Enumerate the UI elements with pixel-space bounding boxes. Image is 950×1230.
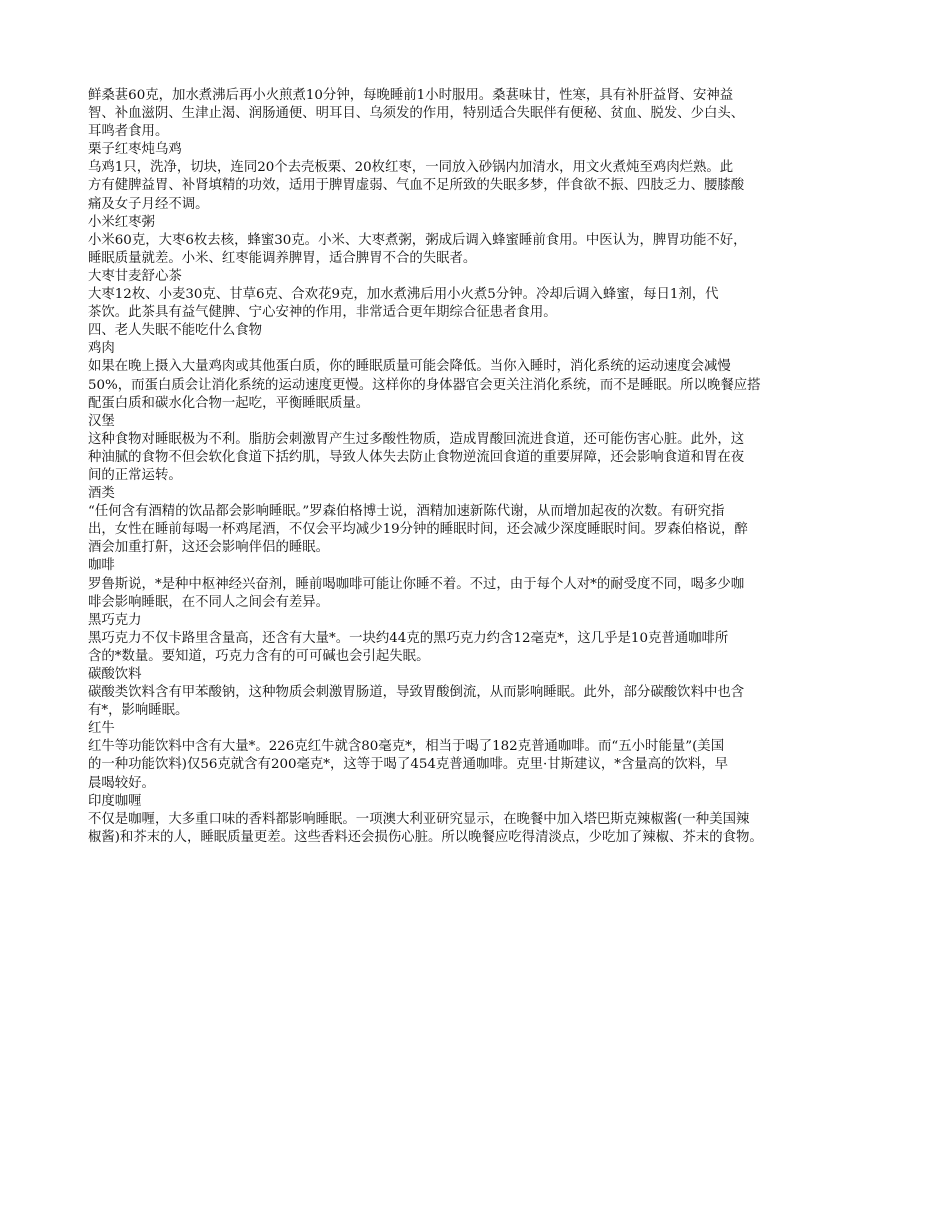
text-line: 碳酸类饮料含有甲苯酸钠，这种物质会刺激胃肠道，导致胃酸倒流，从而影响睡眠。此外，部分碳酸饮料中也含 xyxy=(88,685,745,701)
section-heading: 黑巧克力 xyxy=(88,612,142,628)
text-line: 啡会影响睡眠，在不同人之间会有差异。 xyxy=(88,594,330,610)
section-heading: 红牛 xyxy=(88,721,115,737)
text-line: 红牛等功能饮料中含有大量*。226克红牛就含80毫克*，相当于喝了182克普通咖啡。而“五小时能量”(美国 xyxy=(88,739,725,755)
text-line: 智、补血滋阴、生津止渴、润肠通便、明耳目、乌须发的作用，特别适合失眠伴有便秘、贫血、脱发、少白头、 xyxy=(88,106,745,122)
section-heading: 汉堡 xyxy=(88,413,115,429)
text-line: 的一种功能饮料)仅56克就含有200毫克*，这等于喝了454克普通咖啡。克里·甘斯建议，*含量高的饮料，早 xyxy=(88,757,729,773)
section-heading: 大枣甘麦舒心茶 xyxy=(88,268,182,284)
text-line: 椒酱)和芥末的人，睡眠质量更差。这些香料还会损伤心脏。所以晚餐应吃得清淡点，少吃加了辣椒、芥末的食物。 xyxy=(88,829,763,845)
text-line: 有*，影响睡眠。 xyxy=(88,703,189,719)
text-line: 小米60克，大枣6枚去核，蜂蜜30克。小米、大枣煮粥，粥成后调入蜂蜜睡前食用。中医认为，脾胃功能不好， xyxy=(88,232,747,248)
text-line: 大枣12枚、小麦30克、甘草6克、合欢花9克，加水煮沸后用小火煮5分钟。冷却后调入蜂蜜，每日1剂，代 xyxy=(88,287,719,303)
text-line: 罗鲁斯说，*是种中枢神经兴奋剂，睡前喝咖啡可能让你睡不着。不过，由于每个人对*的耐受度不同，喝多少咖 xyxy=(88,576,745,592)
text-line: 黑巧克力不仅卡路里含量高，还含有大量*。一块约44克的黑巧克力约含12毫克*，这几乎是10克普通咖啡所 xyxy=(88,630,729,646)
text-line: 这种食物对睡眠极为不利。脂肪会刺激胃产生过多酸性物质，造成胃酸回流进食道，还可能伤害心脏。此外，这 xyxy=(88,431,745,447)
text-line: 痛及女子月经不调。 xyxy=(88,196,209,212)
document-page xyxy=(88,87,870,847)
text-line: 间的正常运转。 xyxy=(88,467,182,483)
text-line: 耳鸣者食用。 xyxy=(88,124,169,140)
text-line: 出，女性在睡前每喝一杯鸡尾酒，不仅会平均减少19分钟的睡眠时间，还会减少深度睡眠时间。罗森伯格说，醉 xyxy=(88,522,748,538)
text-line: 晨喝较好。 xyxy=(88,775,155,791)
text-line: 如果在晚上摄入大量鸡肉或其他蛋白质，你的睡眠质量可能会降低。当你入睡时，消化系统的运动速度会减慢 xyxy=(88,359,731,375)
section-heading: 碳酸饮料 xyxy=(88,667,142,682)
text-line: 50%，而蛋白质会让消化系统的运动速度更慢。这样你的身体器官会更关注消化系统，而不是睡眠。所以晚餐应搭 xyxy=(88,377,761,393)
text-line: 酒会加重打鼾，这还会影响伴侣的睡眠。 xyxy=(88,540,330,556)
text-line: 睡眠质量就差。小米、红枣能调养脾胃，适合脾胃不合的失眠者。 xyxy=(88,250,477,266)
text-line: 不仅是咖喱，大多重口味的香料都影响睡眠。一项澳大利亚研究显示，在晚餐中加入塔巴斯克辣椒酱(一种美国辣 xyxy=(88,811,750,827)
section-heading: 鸡肉 xyxy=(88,341,115,357)
text-line: 鲜桑葚60克，加水煮沸后再小火煎煮10分钟，每晚睡前1小时服用。桑葚味甘，性寒，具有补肝益肾、安神益 xyxy=(88,88,734,103)
section-heading: 咖啡 xyxy=(88,558,115,574)
text-line: 乌鸡1只，洗净，切块，连同20个去壳板栗、20枚红枣，一同放入砂锅内加清水，用文火煮炖至鸡肉烂熟。此 xyxy=(88,160,734,176)
section-heading: 小米红枣粥 xyxy=(88,214,155,230)
text-line: 茶饮。此茶具有益气健脾、宁心安神的作用，非常适合更年期综合征患者食用。 xyxy=(88,305,557,321)
section-heading: 酒类 xyxy=(88,486,115,502)
text-line: 种油腻的食物不但会软化食道下括约肌，导致人体失去防止食物逆流回食道的重要屏障，还会影响食道和胃在夜 xyxy=(88,449,745,465)
text-line: 配蛋白质和碳水化合物一起吃，平衡睡眠质量。 xyxy=(88,395,370,411)
text-line: “任何含有酒精的饮品都会影响睡眠。”罗森伯格博士说，酒精加速新陈代谢，从而增加起夜的次数。有研究指 xyxy=(88,504,725,520)
section-heading: 栗子红枣炖乌鸡 xyxy=(88,142,182,158)
text-line: 方有健脾益胃、补肾填精的功效，适用于脾胃虚弱、气血不足所致的失眠多梦，伴食欲不振、四肢乏力、腰膝酸 xyxy=(88,178,745,194)
chapter-heading: 四、老人失眠不能吃什么食物 xyxy=(88,323,263,339)
text-line: 含的*数量。要知道，巧克力含有的可可碱也会引起失眠。 xyxy=(88,648,430,664)
section-heading: 印度咖喱 xyxy=(88,793,142,809)
